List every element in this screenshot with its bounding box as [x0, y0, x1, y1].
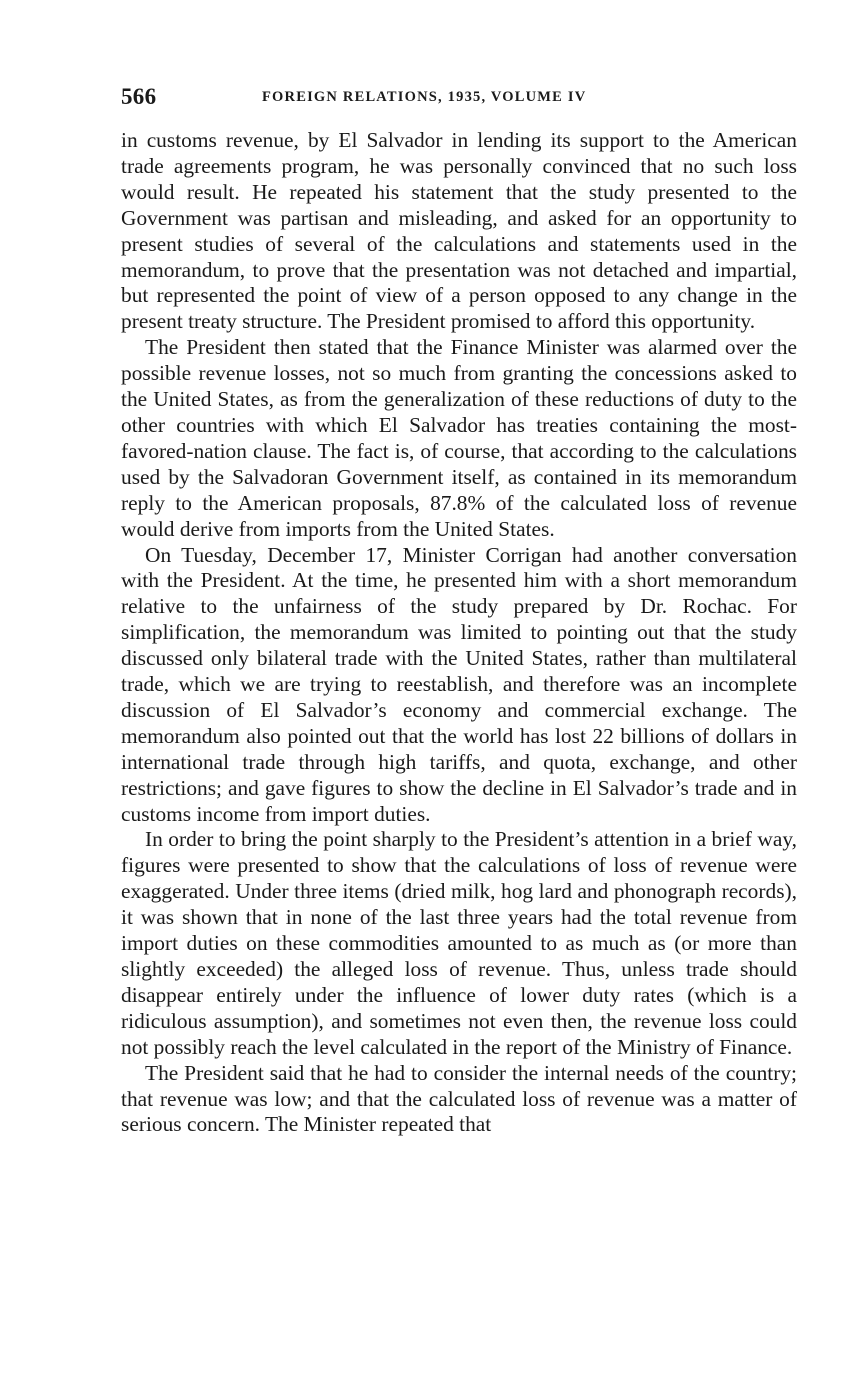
running-head [121, 84, 797, 114]
running-title: FOREIGN RELATIONS, 1935, VOLUME IV [262, 89, 587, 105]
paragraph-finance-minister: The President then stated that the Finance Minister was alarmed over the possible revenue losses, not so much from granting the concessions asked to the United States, as from the generalization of these reductions of duty to the other countries with which El Salvador has treaties containing the most-favored-nation clause. The fact is, of course, that according to the calculations used by the Salvadoran Government itself, as contained in its memorandum reply to the American proposals, 87.8% of the calculated loss of revenue would derive from imports from the United States. [121, 335, 797, 541]
body-text [121, 128, 797, 1138]
paragraph-internal-needs: The President said that he had to consider the internal needs of the country; that revenue was low; and that the calculated loss of revenue was a matter of serious concern. The Minister repeated that [121, 1060, 797, 1137]
paragraph-continuation: in customs revenue, by El Salvador in lending its support to the American trade agreements program, he was personally convinced that no such loss would result. He repeated his statement that the study presented to the Government was partisan and misleading, and asked for an opportunity to present studies of several of the calculations and statements used in the memorandum, to prove that the presentation was not detached and impartial, but represented the point of view of a person opposed to any change in the present treaty structure. The President promised to afford this opportunity. [121, 128, 797, 334]
page-number: 566 [121, 84, 157, 109]
paragraph-december-17: On Tuesday, December 17, Minister Corrigan had another conversation with the President. At the time, he presented him with a short memorandum relative to the unfairness of the study prepared by Dr. Rochac. For simplification, the memorandum was limited to pointing out that the study discussed only bilateral trade with the United States, rather than multilateral trade, which we are trying to reestablish, and therefore was an incomplete discussion of El Salvador’s economy and commercial exchange. The memorandum also pointed out that the world has lost 22 billions of dollars in international trade through high tariffs, and quota, exchange, and other restrictions; and gave figures to show the decline in El Salvador’s trade and in customs income from import duties. [121, 542, 797, 826]
paragraph-revenue-figures: In order to bring the point sharply to the President’s attention in a brief way, figures were presented to show that the calculations of loss of revenue were exaggerated. Under three items (dried milk, hog lard and phonograph records), it was shown that in none of the last three years had the total revenue from import duties on these commodities amounted to as much as (or more than slightly exceeded) the alleged loss of revenue. Thus, unless trade should disappear entirely under the influence of lower duty rates (which is a ridiculous assumption), and sometimes not even then, the revenue loss could not possibly reach the level calculated in the report of the Ministry of Finance. [121, 827, 797, 1059]
